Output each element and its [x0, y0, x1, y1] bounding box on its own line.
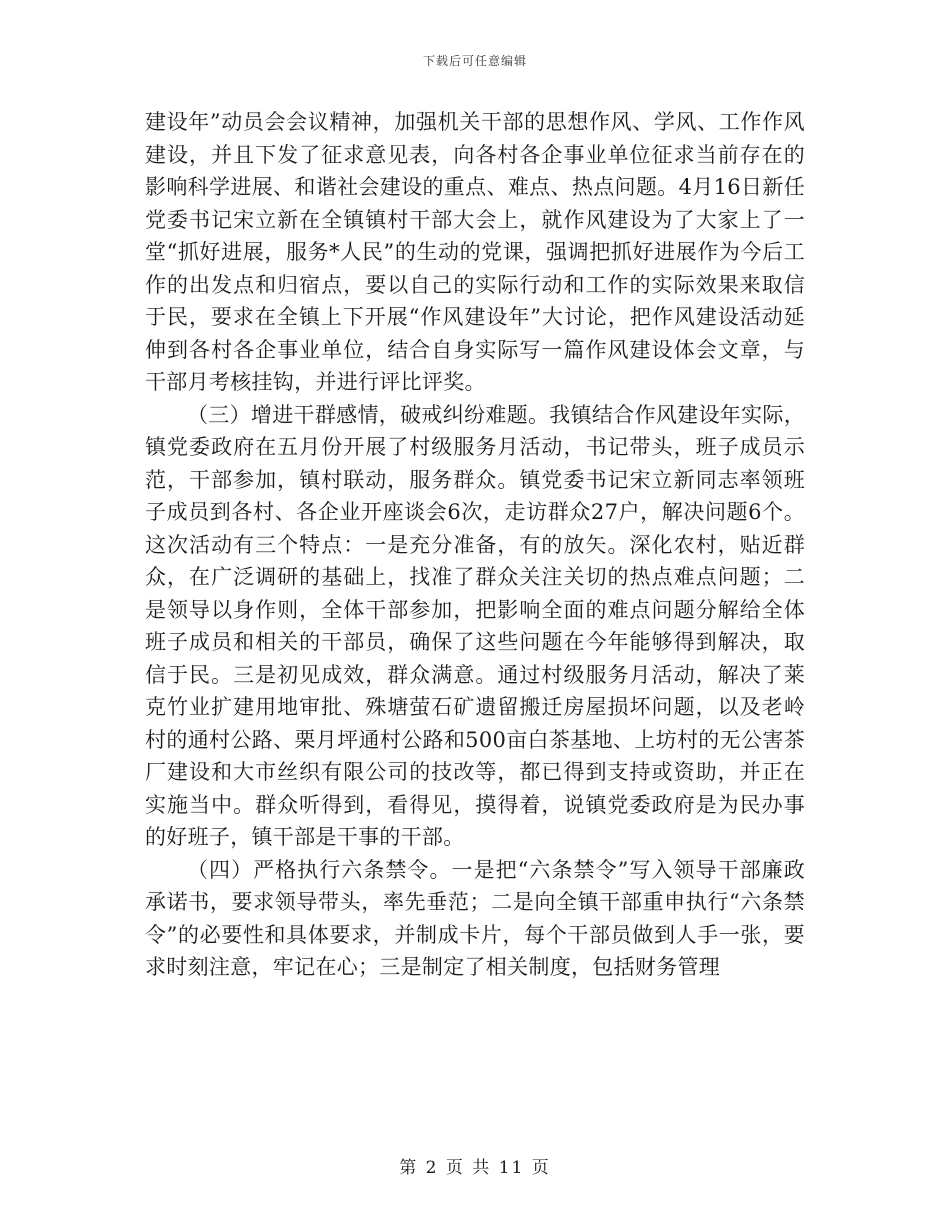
page-footer: 第 2 页 共 11 页 — [399, 1158, 551, 1178]
document-body — [145, 106, 805, 984]
paragraph-section-three: （三）增进干群感情，破戒纠纷难题。我镇结合作风建设年实际，镇党委政府在五月份开展了村级服务月活动，书记带头，班子成员示范，干部参加，镇村联动，服务群众。镇党委书记宋立新同志率领班子成员到各村、各企业开座谈会6次，走访群众27户，解决问题6个。这次活动有三个特点：一是充分准备，有的放矢。深化农村，贴近群众，在广泛调研的基础上，找准了群众关注关切的热点难点问题；二是领导以身作则，全体干部参加，把影响全面的难点问题分解给全体班子成员和相关的干部员，确保了这些问题在今年能够得到解决，取信于民。三是初见成效，群众满意。通过村级服务月活动，解决了莱克竹业扩建用地审批、殊塘萤石矿遗留搬迁房屋损坏问题，以及老岭村的通村公路、栗月坪通村公路和500亩白茶基地、上坊村的无公害茶厂建设和大市丝织有限公司的技改等，都已得到支持或资助，并正在实施当中。群众听得到，看得见，摸得着，说镇党委政府是为民办事的好班子，镇干部是干事的干部。 — [145, 402, 805, 849]
page-header: 下载后可任意编辑 — [422, 54, 527, 68]
paragraph-section-four: （四）严格执行六条禁令。一是把“六条禁令”写入领导干部廉政承诺书，要求领导带头，率先垂范；二是向全镇干部重申执行“六条禁令”的必要性和具体要求，并制成卡片，每个干部员做到人手一张，要求时刻注意，牢记在心；三是制定了相关制度，包括财务管理 — [145, 857, 805, 979]
paragraph-continued: 建设年”动员会会议精神，加强机关干部的思想作风、学风、工作作风建设，并且下发了征求意见表，向各村各企事业单位征求当前存在的影响科学进展、和谐社会建设的重点、难点、热点问题。4月16日新任党委书记宋立新在全镇镇村干部大会上，就作风建设为了大家上了一堂“抓好进展，服务*人民”的生动的党课，强调把抓好进展作为今后工作的出发点和归宿点，要以自己的实际行动和工作的实际效果来取信于民，要求在全镇上下开展“作风建设年”大讨论，把作风建设活动延伸到各村各企事业单位，结合自身实际写一篇作风建设体会文章，与干部月考核挂钩，并进行评比评奖。 — [145, 110, 805, 394]
